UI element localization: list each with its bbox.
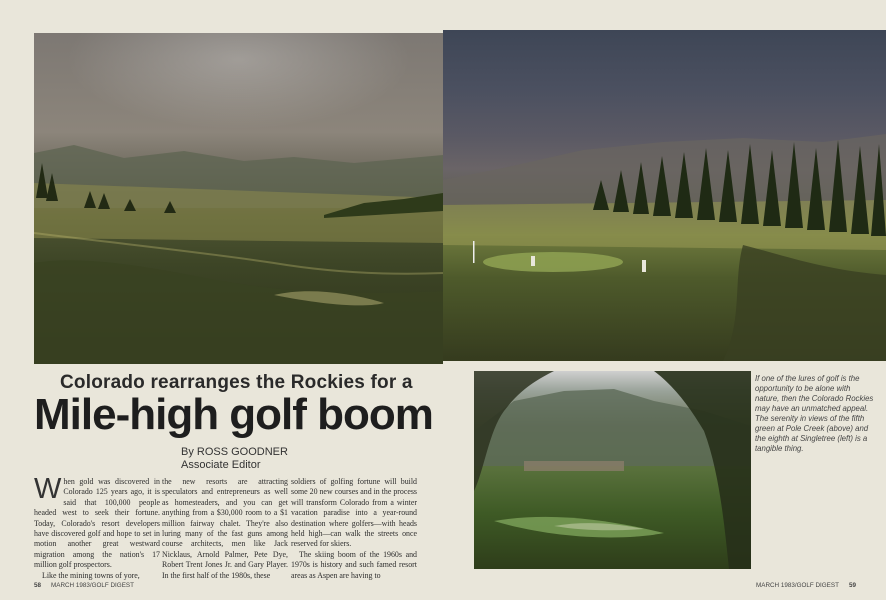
article-paragraph: soldiers of golfing fortune will build some 20 new courses and in the process will transform Colorado from a winter vacation paradise into a year-round destination where golfers—with heads held high—can walk the streets once reserved for skiers.	[291, 477, 417, 549]
photo-caption: If one of the lures of golf is the opportunity to be alone with nature, then the Colorado Rockies may have an unmatched appeal. The serenity in views of the fifth green at Pole Creek (above) and the eighth at Singletree (left) is a tangible thing.	[755, 374, 874, 453]
landscape-left-illustration	[34, 33, 443, 364]
page-number: 59	[848, 582, 856, 589]
drop-cap: W	[34, 473, 62, 505]
page-number: 58	[34, 582, 42, 589]
article-paragraph: the new resorts are attracting speculators and entrepreneurs as well as homesteaders, and you can get anything from a $30,000 room to a $1 million fairway chalet. They're also luring many of the fast guns among course architects, men like Jack Nicklaus, Arnold Palmer, Pete Dye, Robert Trent Jones Jr. and Gary Player. In the first half of the 1980s, these	[162, 477, 288, 580]
article-column-3	[291, 477, 417, 581]
folio-left	[34, 582, 134, 589]
landscape-right-illustration	[443, 30, 886, 361]
headline-kicker: Colorado rearranges the Rockies for a	[60, 372, 413, 393]
folio-text: MARCH 1983/GOLF DIGEST	[756, 582, 839, 589]
article-paragraph: The skiing boom of the 1960s and 1970s is history and such famed resort areas as Aspen are having to	[291, 549, 417, 580]
article-paragraph: Like the mining towns of yore,	[42, 570, 140, 580]
byline-author: By ROSS GOODNER	[181, 446, 288, 458]
byline-role: Associate Editor	[181, 459, 261, 471]
main-photo-left	[34, 33, 443, 364]
article-column-2	[162, 477, 288, 581]
main-photo-right	[443, 30, 886, 361]
article-column-1	[34, 473, 160, 581]
inset-landscape-illustration	[474, 371, 751, 569]
folio-text: MARCH 1983/GOLF DIGEST	[51, 582, 134, 589]
headline-title: Mile-high golf boom	[34, 390, 433, 439]
paragraph-text: hen gold was discovered in Colorado 125 years ago, it is said that 100,000 people headed west to seek their fortune. Today, Colorado's resort developers have discovered golf and hope to set in motion another great westward migration among the nation's 17 million golf prospectors.	[34, 477, 160, 570]
article-paragraph	[34, 473, 160, 571]
folio-right	[756, 582, 856, 589]
inset-photo	[474, 371, 751, 569]
byline	[181, 446, 288, 472]
